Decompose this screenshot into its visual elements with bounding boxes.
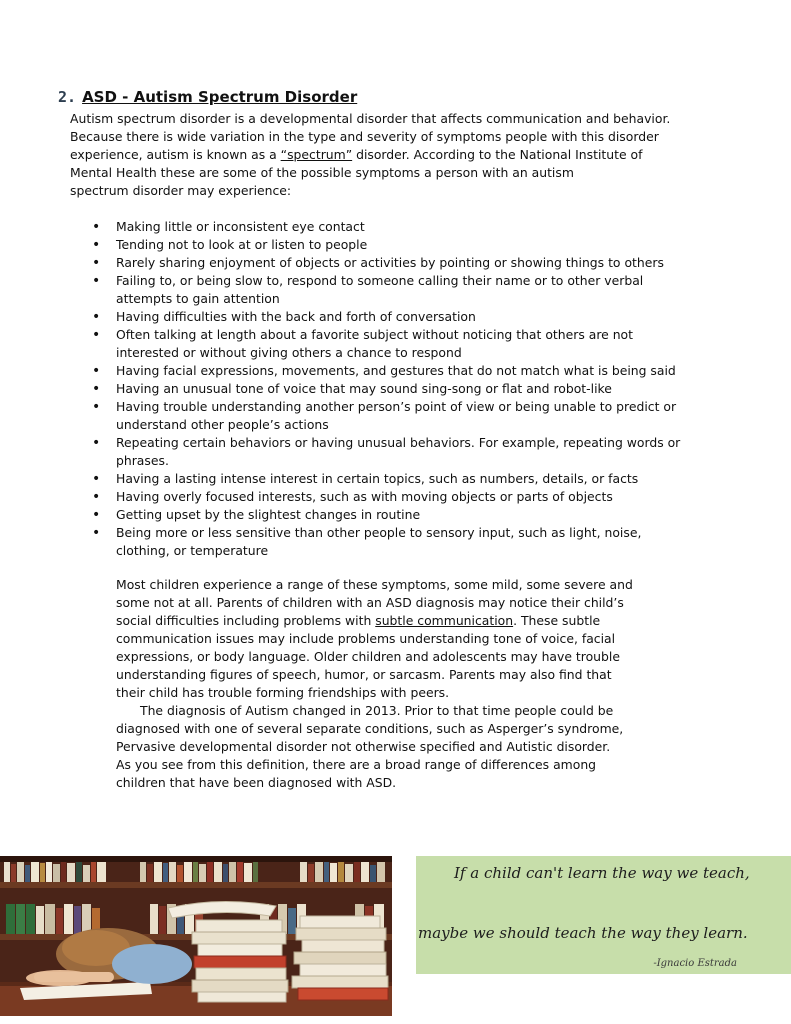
diagnosis-paragraph: Most children experience a range of these symptoms, some mild, some severe and some not at all. Parents of children with an ASD diagnosis may notice their child’s social difficulties including problems with subtle communication. These subtle communication issues may include problems understanding tone of voice, facial expressions, or body language. Older children and adolescents may have trouble understanding figures of speech, humor, or sarcasm. Parents may also find that their child has trouble forming friendships with peers. The diagnosis of Autism changed in 2013. Prior to that time people could be diagnosed with one of several separate conditions, such as Asperger’s syndrome, Pervasive developmental disorder not otherwise specified and Autistic disorder. As you see from this definition, there are a broad range of differences among children that have been diagnosed with ASD. [116,577,633,790]
symptom-item: • Having an unusual tone of voice that may sound sing-song or flat and robot-like [92,380,672,398]
symptom-item: • Tending not to look at or listen to people [92,236,672,254]
section-title: ASD - Autism Spectrum Disorder [82,88,358,106]
section-number: 2. [58,88,77,106]
intro-line: Mental Health these are some of the possible symptoms a person with an autism [70,165,574,180]
symptom-item: • Repeating certain behaviors or having unusual behaviors. For example, repeating words or phrases. [92,434,672,470]
quote-box [416,856,791,974]
intro-line: Autism spectrum disorder is a developmental disorder that affects communication and behavior. [70,111,671,126]
symptom-item: • Having overly focused interests, such as with moving objects or parts of objects [92,488,672,506]
spectrum-term: “spectrum” [280,147,353,162]
quote-line: maybe we should teach the way they learn. [418,924,748,942]
symptom-item: • Often talking at length about a favorite subject without noticing that others are not interested or without giving others a chance to respond [92,326,672,362]
symptom-item: • Getting upset by the slightest changes in routine [92,506,672,524]
student-books-photo [0,856,392,1016]
symptom-item: • Having facial expressions, movements, and gestures that do not match what is being said [92,362,672,380]
subtle-communication-link[interactable]: subtle communication [375,613,514,628]
intro-paragraph [70,110,670,200]
symptom-item: • Having trouble understanding another person’s point of view or being unable to predict or understand other people’s actions [92,398,672,434]
symptom-list [92,218,681,560]
symptom-item: • Having difficulties with the back and forth of conversation [92,308,672,326]
symptom-item: • Being more or less sensitive than other people to sensory input, such as light, noise, clothing, or temperature [92,524,672,560]
intro-line: Because there is wide variation in the type and severity of symptoms people with this disorder [70,129,659,144]
symptom-item: • Having a lasting intense interest in certain topics, such as numbers, details, or facts [92,470,672,488]
symptom-item: • Making little or inconsistent eye contact [92,218,672,236]
quote-line: If a child can't learn the way we teach, [454,864,750,882]
section-heading [58,88,357,106]
quote-attribution: -Ignacio Estrada [653,958,737,969]
symptom-item: • Failing to, or being slow to, respond to someone calling their name or to other verbal attempts to gain attention [92,272,672,308]
intro-line: spectrum disorder may experience: [70,183,292,198]
intro-line: experience, autism is known as a “spectrum” disorder. According to the National Institute of [70,147,643,162]
symptom-item: • Rarely sharing enjoyment of objects or activities by pointing or showing things to others [92,254,672,272]
